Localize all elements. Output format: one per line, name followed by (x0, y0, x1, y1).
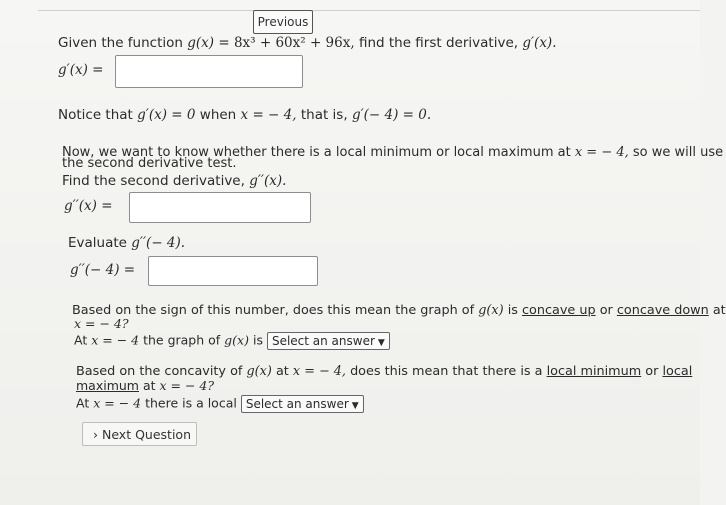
notice-text (58, 107, 431, 123)
now-line-2: the second derivative test. (62, 156, 237, 171)
notice-eq-3: g′(− 4) = 0. (351, 107, 432, 123)
next-question-label: Next Question (101, 427, 191, 442)
notice-text-2: when (199, 107, 237, 123)
first-derivative-input[interactable] (115, 55, 303, 88)
question-1-text (58, 35, 557, 51)
local-minimum-text: local minimum (546, 364, 642, 379)
concavity-at: at (142, 378, 156, 393)
sign-line-3d: g(x) (224, 332, 249, 348)
evaluate-text: Evaluate (68, 235, 127, 251)
concavity-select[interactable] (267, 332, 390, 350)
concavity-select-value: Select an answer (271, 334, 375, 348)
second-derivative-prompt (62, 173, 286, 189)
q1-prefix: Given the function (58, 35, 183, 51)
concavity-line-3b: x = − 4 (93, 395, 142, 411)
concave-down-text: concave down (616, 303, 709, 318)
concave-up-text: concave up (522, 303, 596, 318)
sign-line-1a: Based on the sign of this number, does this mean the graph of (72, 303, 475, 318)
now-line-3a: Find the second derivative, (62, 173, 245, 189)
concavity-line-3a: At (76, 395, 90, 411)
sign-line-1 (72, 303, 726, 318)
chevron-right-icon: › (93, 427, 98, 442)
now-line-1c: so we will use (632, 145, 724, 160)
concavity-line-1e: does this mean that there is a (350, 364, 543, 379)
notice-text-3: that is, (300, 107, 348, 123)
local-word-text: local (662, 364, 693, 379)
concavity-or: or (645, 364, 659, 379)
sign-line-1c: is (507, 303, 518, 318)
sign-at: at (712, 303, 726, 318)
next-question-button[interactable] (82, 422, 197, 446)
sign-line-2: x = − 4? (74, 316, 129, 331)
sign-line-3c: the graph of (143, 332, 221, 348)
evaluate-expr: g′′(− 4). (131, 235, 186, 251)
top-divider (38, 10, 700, 11)
notice-eq-1: g′(x) = 0 (137, 107, 196, 123)
extremum-select[interactable] (241, 395, 364, 413)
chevron-down-icon: ▼ (351, 401, 359, 411)
chevron-down-icon: ▼ (377, 338, 385, 348)
concavity-line-3c: there is a local (145, 395, 237, 411)
concavity-line-3 (76, 395, 364, 413)
concavity-line-1b: g(x) (246, 364, 272, 379)
evaluate-label: g′′(− 4) = (70, 262, 136, 278)
sign-line-3 (74, 332, 390, 350)
evaluate-input[interactable] (148, 256, 318, 286)
now-line-1a: Now, we want to know whether there is a local minimum or local maximum at (62, 145, 571, 160)
concavity-line-2 (76, 378, 214, 393)
sign-line-3e: is (252, 332, 263, 348)
q1-function-lhs: g(x) (187, 35, 215, 51)
sign-line-3b: x = − 4 (91, 332, 140, 348)
notice-eq-2: x = − 4, (240, 107, 297, 123)
previous-button[interactable]: Previous (253, 10, 313, 34)
sign-or: or (599, 303, 613, 318)
q1-function-rhs: = 8x³ + 60x² + 96x, (218, 35, 355, 51)
now-line-3b: g′′(x). (249, 173, 287, 189)
evaluate-prompt (68, 235, 185, 251)
extremum-select-value: Select an answer (245, 397, 349, 411)
notice-text-1: Notice that (58, 107, 133, 123)
concavity-line-2b: x = − 4? (159, 378, 215, 393)
q1-suffix: find the first derivative, (358, 35, 519, 51)
sign-line-3a: At (74, 332, 88, 348)
concavity-line-1d: x = − 4, (292, 364, 346, 379)
concavity-line-1a: Based on the concavity of (76, 364, 243, 379)
sign-line-1b: g(x) (478, 303, 504, 318)
concavity-line-1 (76, 364, 692, 379)
second-derivative-input[interactable] (129, 192, 311, 223)
maximum-word-text: maximum (76, 378, 139, 393)
second-derivative-label: g′′(x) = (64, 198, 113, 214)
q1-derivative-label: g′(x). (522, 35, 557, 51)
first-derivative-label: g′(x) = (58, 62, 104, 78)
now-line-1b: x = − 4, (574, 145, 629, 160)
concavity-line-1c: at (275, 364, 289, 379)
